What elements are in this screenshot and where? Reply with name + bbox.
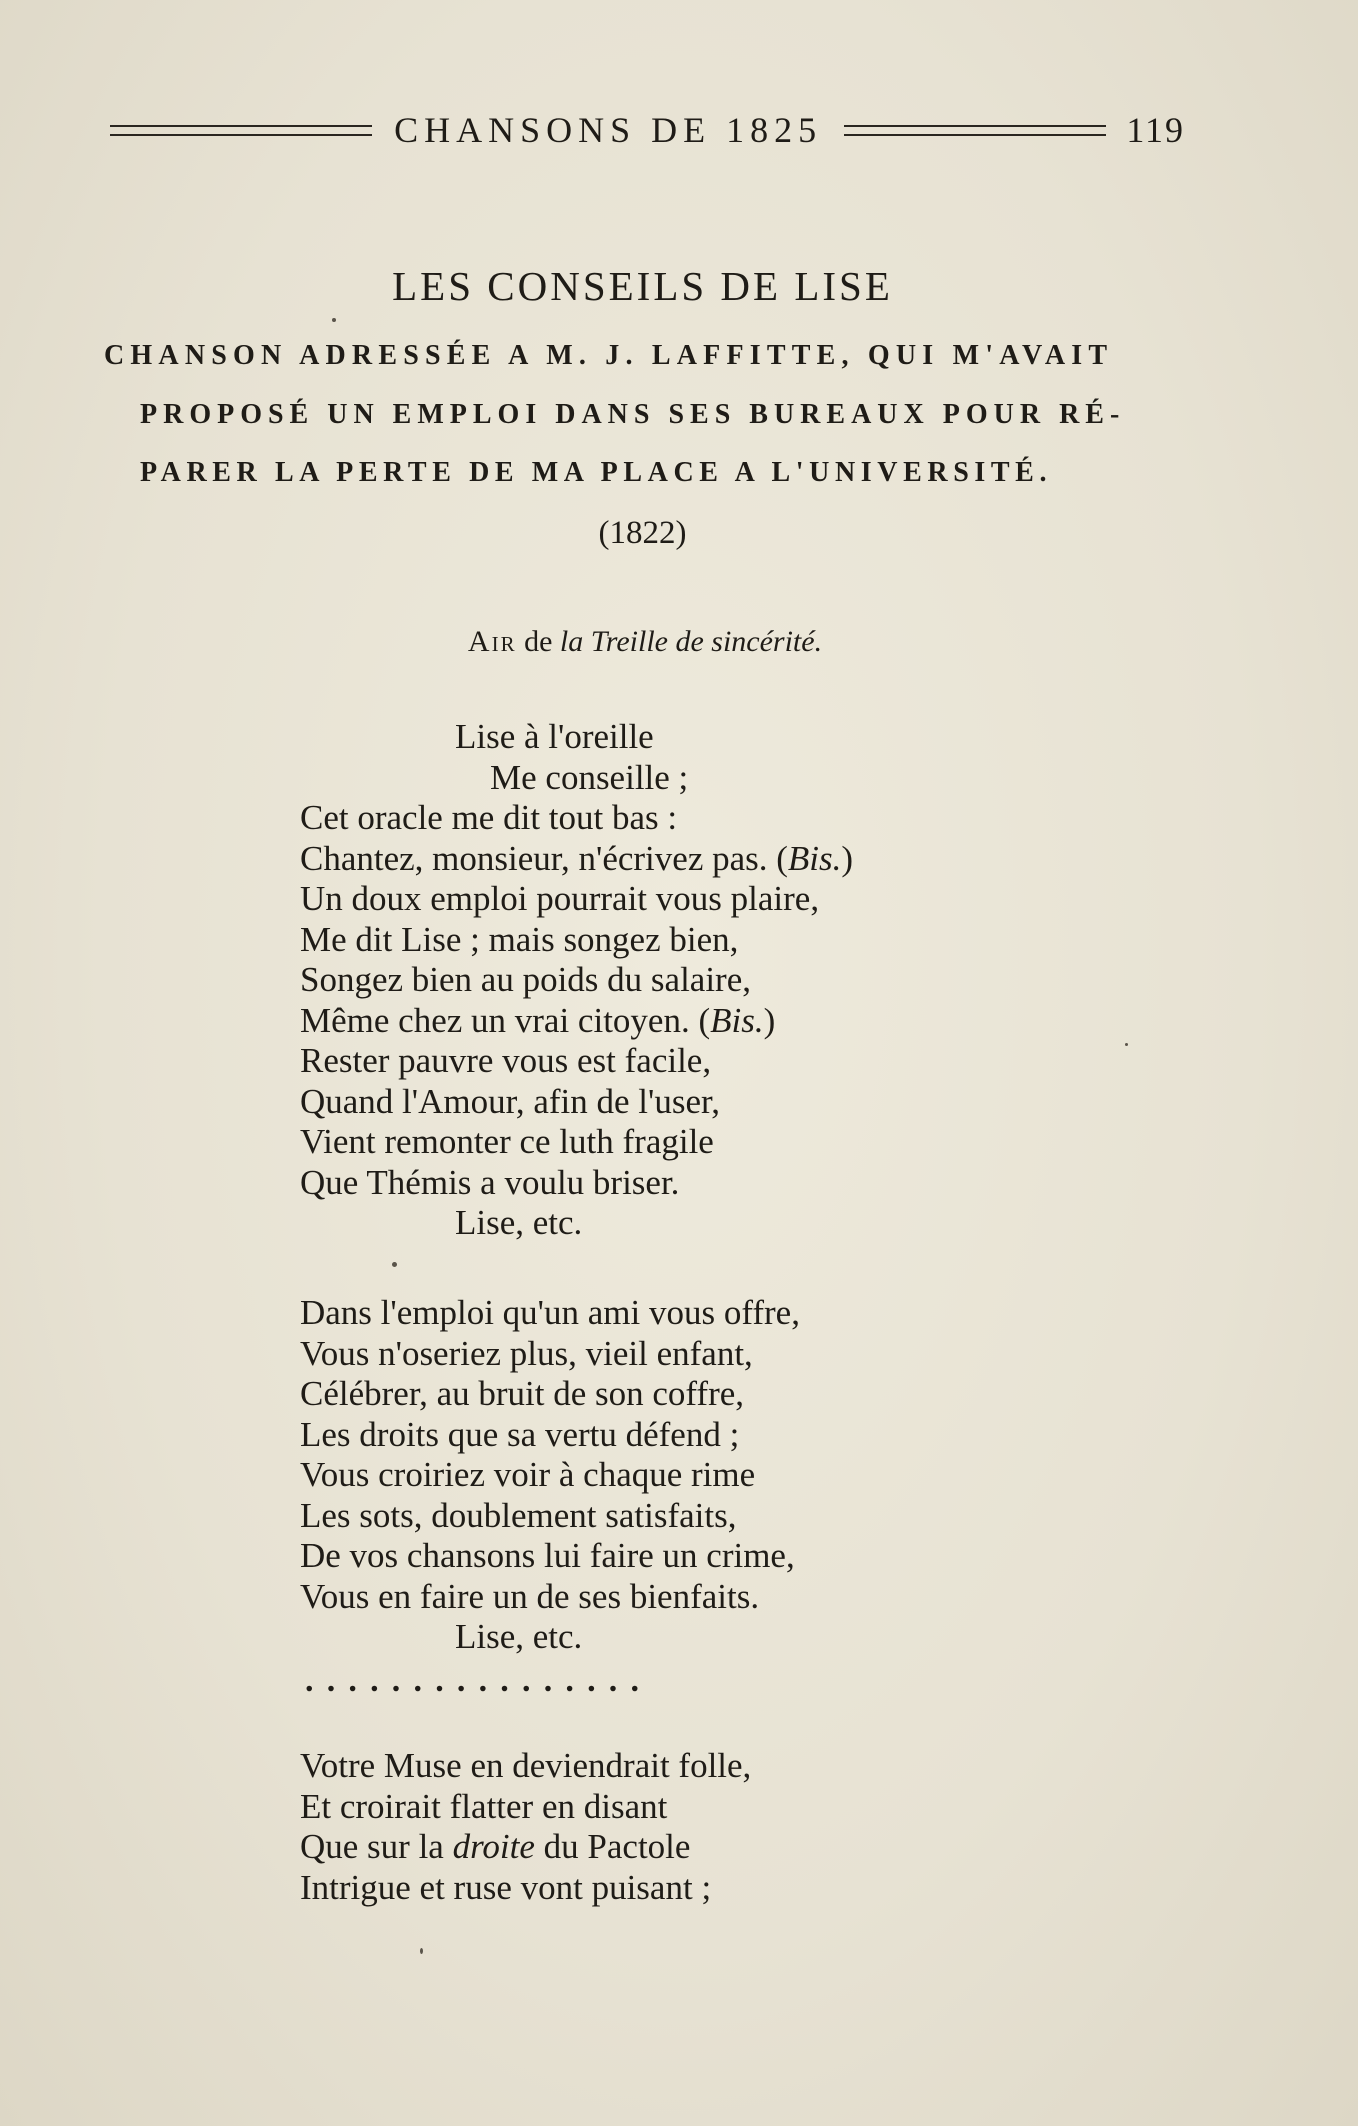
verse-line: Vous n'oseriez plus, vieil enfant, [300,1333,753,1373]
verse-line: Les sots, doublement satisfaits, [300,1495,737,1535]
tune-indication [0,625,1290,659]
verse-line: Lise à l'oreille [455,717,654,756]
stanza-2 [300,1293,800,1658]
stanza-3 [300,1746,751,1908]
air-label: Air [467,625,517,658]
header-rule-right [844,125,1106,136]
verse-line: Que Thémis a voulu briser. [300,1162,680,1202]
verse-line: Les droits que sa vertu défend ; [300,1414,740,1454]
verse-line: Me conseille ; [490,757,689,797]
paper-speck [392,1262,397,1267]
verse-line: Intrigue et ruse vont puisant ; [300,1867,712,1907]
verse-line: Cet oracle me dit tout bas : [300,798,678,837]
verse-line: Un doux emploi pourrait vous plaire, [300,879,820,918]
paper-speck [1125,1043,1128,1046]
song-title: LES CONSEILS DE LISE [392,263,893,309]
subtitle-line: CHANSON ADRESSÉE A M. J. LAFFITTE, QUI M'AVAIT [104,340,1114,371]
page-number: 119 [1126,110,1185,150]
running-title: CHANSONS DE 1825 [394,110,823,150]
running-header [110,105,1185,155]
stanza-1 [300,717,853,1244]
verse-line: Quand l'Amour, afin de l'user, [300,1081,720,1121]
verse-line: Rester pauvre vous est facile, [300,1041,712,1080]
verse-line: De vos chansons lui faire un crime, [300,1536,795,1575]
song-date: (1822) [598,515,687,551]
verse-line: Vient remonter ce luth fragile [300,1122,714,1161]
verse-line: Chantez, monsieur, n'écrivez pas. (Bis.) [300,838,854,878]
omission-dots: ................ [305,1662,653,1699]
verse-line: Vous en faire un de ses bienfaits. [300,1576,760,1616]
verse-line: Votre Muse en deviendrait folle, [300,1746,752,1785]
refrain-line: Lise, etc. [455,1617,583,1656]
air-connector: de [524,625,553,658]
refrain-line: Lise, etc. [455,1203,583,1242]
verse-line: Me dit Lise ; mais songez bien, [300,919,739,959]
verse-line: Célébrer, au bruit de son coffre, [300,1374,745,1413]
verse-line: Songez bien au poids du salaire, [300,960,752,999]
verse-line: Et croirait flatter en disant [300,1786,668,1826]
verse-line: Vous croiriez voir à chaque rime [300,1455,756,1494]
verse-line: Que sur la droite du Pactole [300,1827,691,1866]
subtitle-line: PROPOSÉ UN EMPLOI DANS SES BUREAUX POUR RÉ- [140,399,1126,430]
paper-speck [332,318,336,322]
verse-line: Même chez un vrai citoyen. (Bis.) [300,1000,776,1040]
air-tune-name: la Treille de sincérité. [559,625,823,658]
paper-speck [420,1948,423,1954]
verse-line: Dans l'emploi qu'un ami vous offre, [300,1293,800,1332]
header-rule-left [110,125,372,136]
subtitle-line: PARER LA PERTE DE MA PLACE A L'UNIVERSITÉ. [140,457,1053,488]
